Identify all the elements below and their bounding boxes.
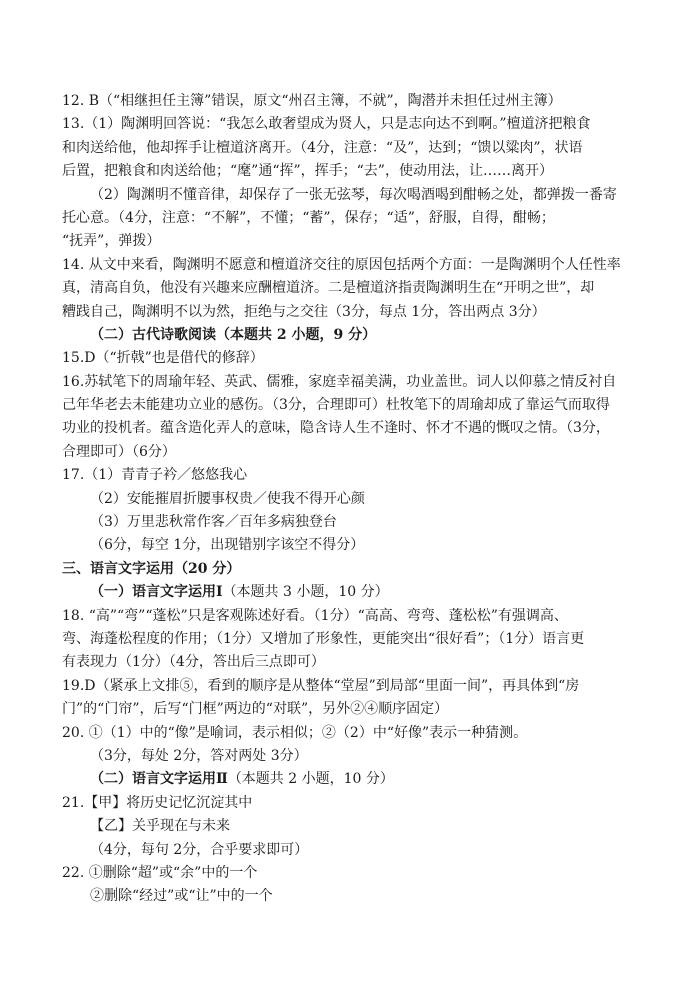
text-line: 弯、海蓬松程度的作用；（1分）又增加了形象性，更能突出“很好看”；（1分）语言更 <box>62 630 585 647</box>
text-line: 己年华老去未能建功立业的感伤。（3分，合理即可）杜牧笔下的周瑜却成了靠运气而取得 <box>62 397 610 414</box>
section-heading-note: （本题共 2 小题，10 分） <box>227 771 394 788</box>
section-heading: （一）语言文字运用Ⅰ <box>90 584 223 601</box>
text-line <box>62 581 662 604</box>
text-line: 13.（1）陶渊明回答说：“我怎么敢奢望成为贤人，只是志向达不到啊。”檀道济把粮食 <box>62 116 591 133</box>
text-line: （3分，每处 2分，答对两处 3分） <box>90 747 308 764</box>
text-line: （2）陶渊明不懂音律，却保存了一张无弦琴，每次喝酒喝到酣畅之处，都弹拨一番寄 <box>90 186 617 203</box>
text-line: 19.D（紧承上文排⑤，看到的顺序是从整体“堂屋”到局部“里面一间”，再具体到“房 <box>62 677 580 694</box>
text-line: 12. B（“相继担任主簿”错误，原文“州召主簿，不就”，陶潜并未担任过州主簿） <box>62 93 562 109</box>
section-heading: （二）语言文字运用Ⅱ <box>90 771 228 788</box>
text-line: （2）安能摧眉折腰事权贵／使我不得开心颜 <box>90 490 365 507</box>
text-line: ②删除“经过”或“让”中的一个 <box>90 888 273 905</box>
text-line: （4分，每句 2分，合乎要求即可） <box>90 841 309 858</box>
text-line: （3）万里悲秋常作客／百年多病独登台 <box>90 514 337 531</box>
text-line: 17.（1）青青子衿／悠悠我心 <box>62 467 248 484</box>
text-line: 22. ①删除“超”或“余”中的一个 <box>62 864 258 881</box>
text-line: 糟践自己，陶渊明不以为然，拒绝与之交往（3分，每点 1分，答出两点 3分） <box>62 303 546 320</box>
text-line: 16.苏轼笔下的周瑜年轻、英武、儒雅，家庭幸福美满，功业盖世。词人以仰慕之情反衬自 <box>62 373 617 390</box>
text-line: 21.【甲】将历史记忆沉淀其中 <box>62 794 253 811</box>
text-line: 三、语言文字运用（20 分） <box>62 560 241 577</box>
text-line: 有表现力（1分）（4分，答出后三点即可） <box>62 654 325 671</box>
text-line: “抚弄”，弹拨） <box>62 233 161 250</box>
text-line: 门”的“门帘”，后写“门框”两边的“对联”，另外②④顺序固定） <box>62 701 449 718</box>
text-line: （6分，每空 1分，出现错别字该空不得分） <box>90 537 365 554</box>
text-line: （二）古代诗歌阅读（本题共 2 小题，9 分） <box>90 326 377 343</box>
text-line <box>62 768 662 791</box>
text-line: 和肉送给他，他却挥手让檀道济离开。（4分，注意：“及”，达到；“馈以粱肉”，状语 <box>62 139 583 156</box>
text-line: 真，清高自负，他没有兴趣来应酬檀道济。二是檀道济指责陶渊明生在“开明之世”，却 <box>62 280 595 297</box>
text-line: 14. 从文中来看，陶渊明不愿意和檀道济交往的原因包括两个方面：一是陶渊明个人任性率 <box>62 256 621 273</box>
text-line: 功业的投机者。蕴含造化弄人的意味，隐含诗人生不逢时、怀才不遇的慨叹之情。（3分， <box>62 420 610 437</box>
text-line: 20. ①（1）中的“像”是喻词，表示相似；②（2）中“好像”表示一种猜测。 <box>62 724 528 741</box>
text-line: 托心意。（4分，注意：“不解”，不懂；“蓄”，保存；“适”，舒服，自得，酣畅； <box>62 209 555 226</box>
text-line: 【乙】关乎现在与未来 <box>90 818 230 835</box>
text-line: 后置，把粮食和肉送给他；“麾”通“挥”，挥手；“去”，使动用法，让……离开） <box>62 163 553 180</box>
text-line: 18. “高”“弯”“蓬松”只是客观陈述好看。（1分）“高高、弯弯、蓬松松”有强调高、 <box>62 607 568 624</box>
answer-text-body <box>62 90 662 909</box>
section-heading-note: （本题共 3 小题，10 分） <box>222 584 389 601</box>
text-line: 合理即可）（6分） <box>62 443 176 460</box>
text-line: 15.D（“折戟”也是借代的修辞） <box>62 350 264 367</box>
